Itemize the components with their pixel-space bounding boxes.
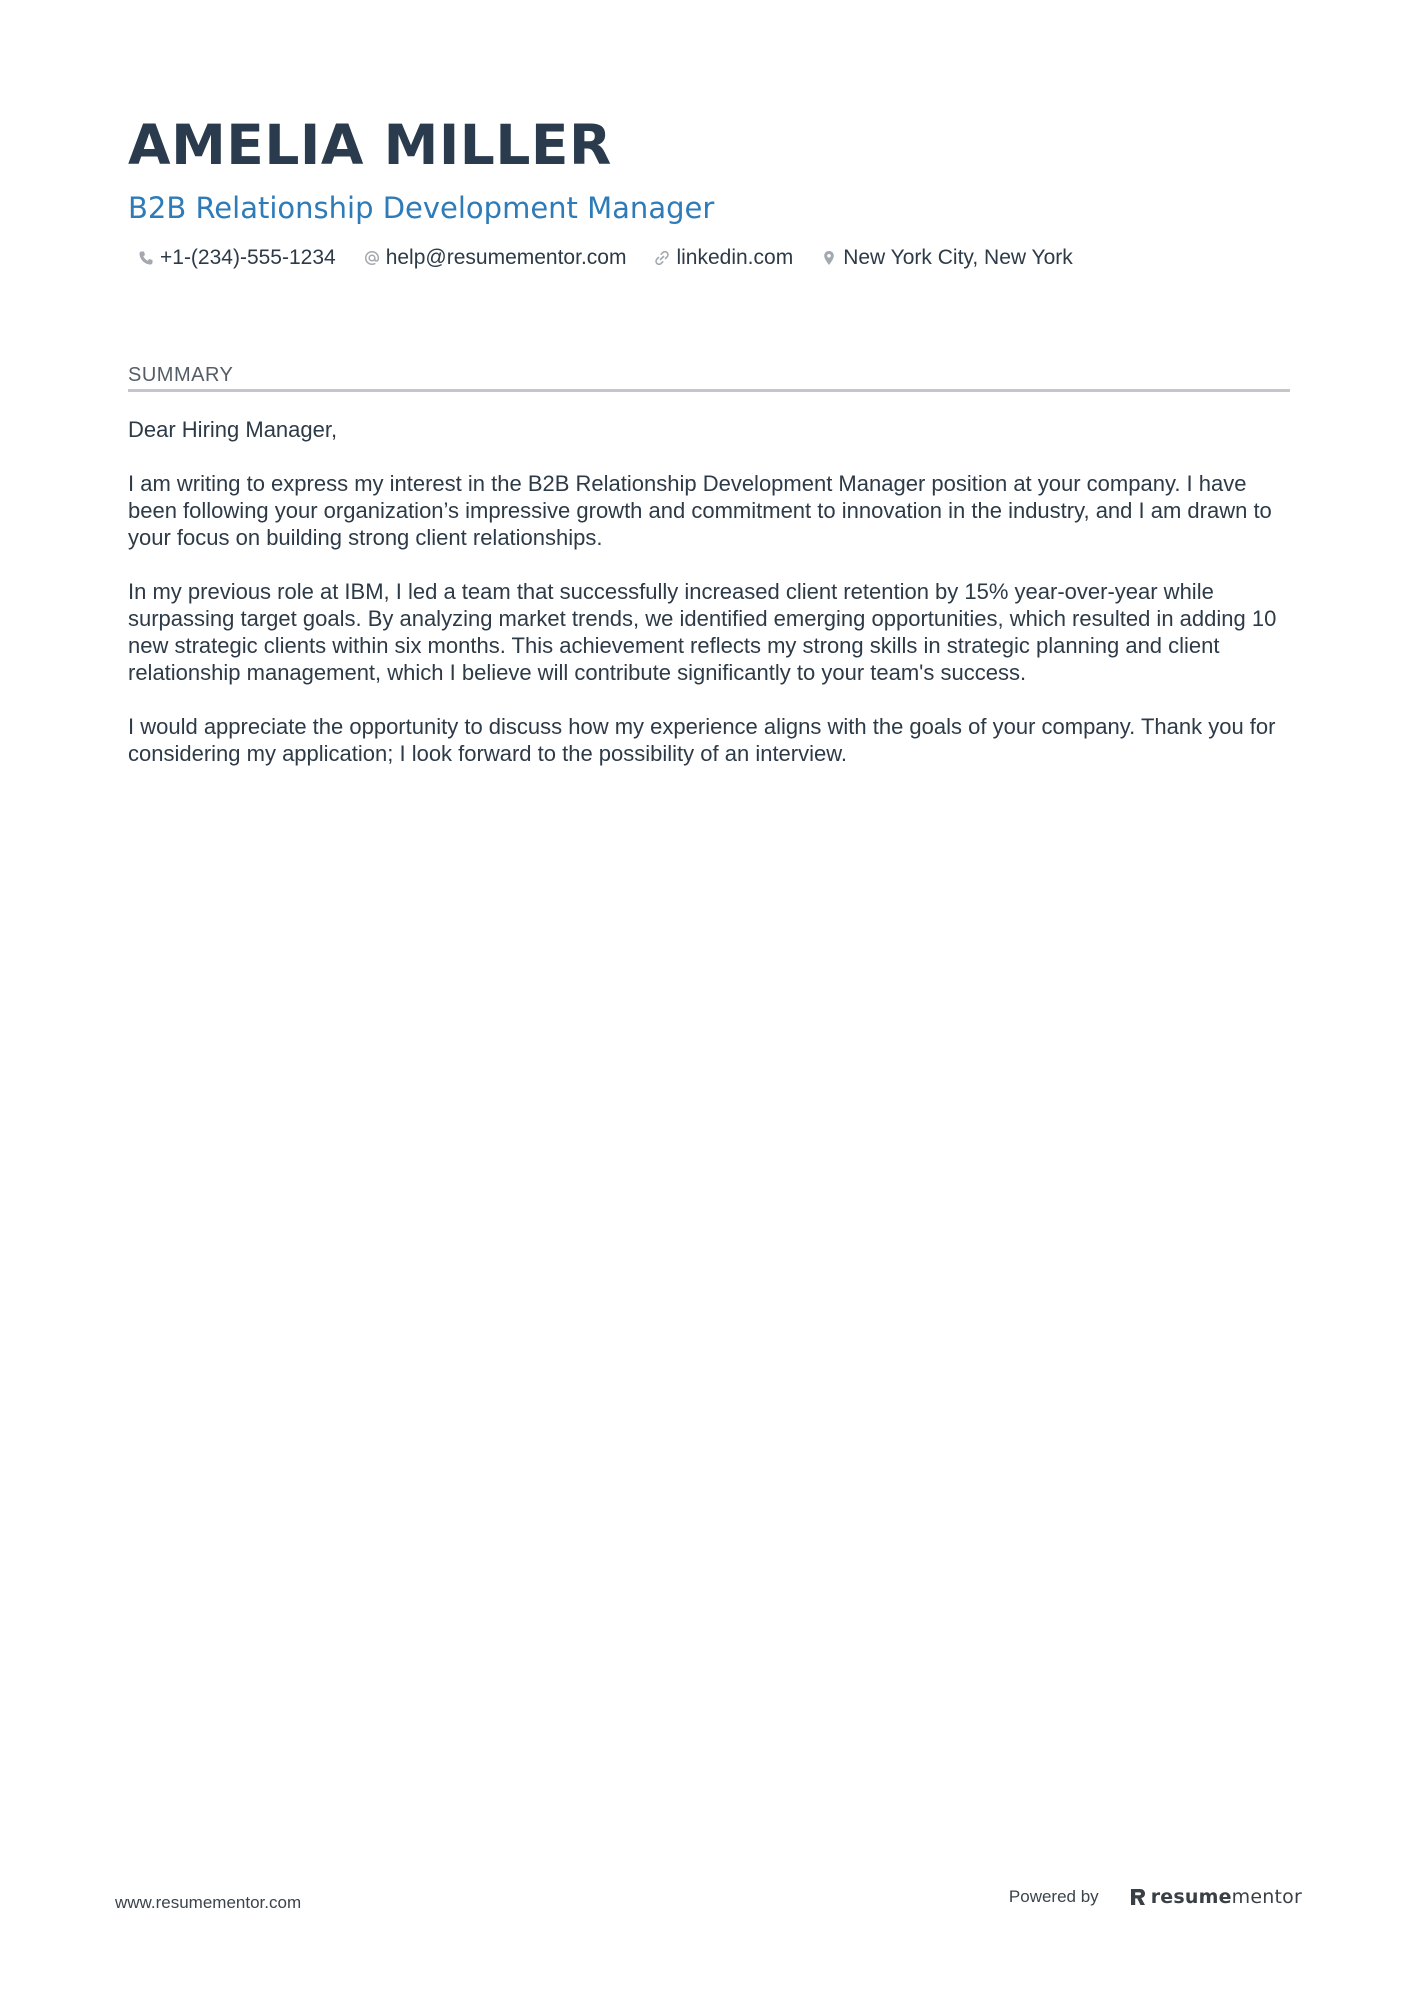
footer-branding (1009, 1886, 1302, 1908)
contact-location (819, 246, 1073, 270)
resumementor-logo[interactable] (1129, 1886, 1302, 1908)
letter-paragraph: I am writing to express my interest in the B2B Relationship Development Manager position at your company. I have been following your organization’s impressive growth and commitment to innovation in the industry, and I am drawn to your focus on building strong client relationships. (128, 471, 1272, 550)
applicant-name: AMELIA MILLER (128, 113, 612, 177)
contact-bar (128, 246, 1290, 270)
at-icon (362, 248, 382, 268)
letter-paragraph: I would appreciate the opportunity to discuss how my experience aligns with the goals of your company. Thank you for considering my application; I look forward to the possibility of an interview. (128, 714, 1276, 766)
contact-phone (136, 246, 336, 270)
job-title: B2B Relationship Development Manager (128, 191, 715, 225)
resumementor-logo-icon (1129, 1887, 1147, 1907)
letter-greeting: Dear Hiring Manager, (128, 417, 338, 442)
phone-number: +1-(234)-555-1234 (160, 246, 336, 269)
contact-linkedin[interactable] (652, 246, 793, 270)
phone-icon (136, 248, 156, 268)
resume-page (128, 110, 1290, 794)
contact-email[interactable] (362, 246, 627, 270)
location-text: New York City, New York (843, 246, 1073, 269)
linkedin-link[interactable]: linkedin.com (676, 246, 794, 269)
email-address[interactable]: help@resumementor.com (385, 246, 627, 269)
logo-text-light: mentor (1231, 1886, 1302, 1908)
cover-letter-body (128, 416, 1290, 767)
link-icon (652, 248, 672, 268)
footer-website[interactable]: www.resumementor.com (115, 1893, 302, 1912)
section-title-summary: SUMMARY (128, 364, 1290, 392)
logo-text-bold: resume (1150, 1886, 1232, 1908)
letter-paragraph: In my previous role at IBM, I led a team that successfully increased client retention by 15% year-over-year while surpassing target goals. By analyzing market trends, we identified emerging opportunities, which resulted in adding 10 new strategic clients within six months. This achievement reflects my strong skills in strategic planning and client relationship management, which I believe will contribute significantly to your team's success. (128, 579, 1277, 685)
location-pin-icon (819, 248, 839, 268)
powered-by-label: Powered by (1008, 1887, 1099, 1906)
